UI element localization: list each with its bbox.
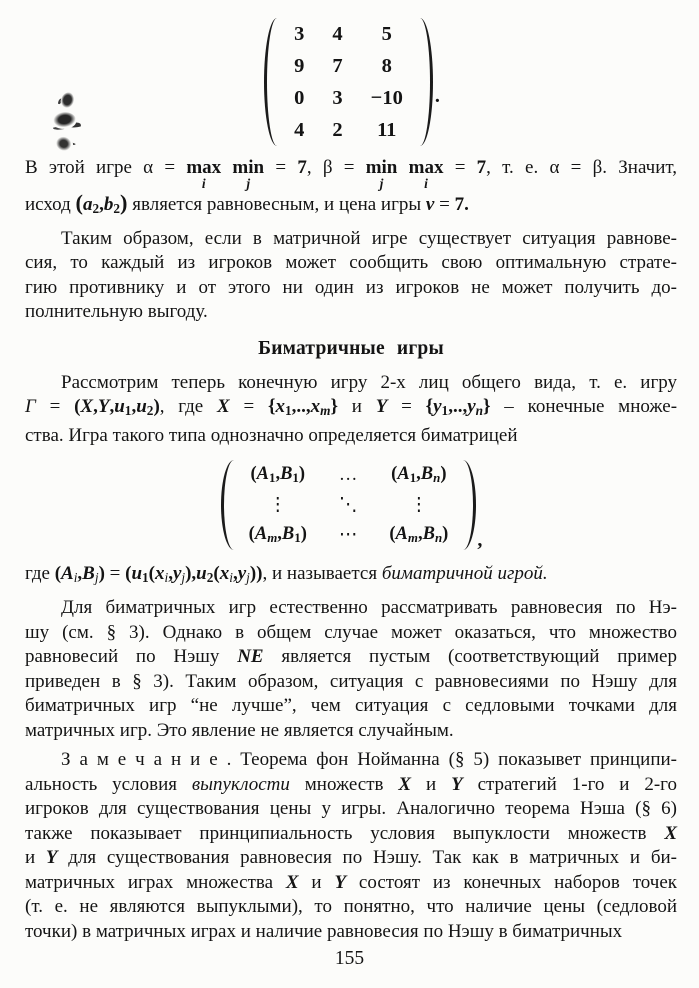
- text-segment: α: [549, 157, 560, 178]
- text-segment: альность условия: [25, 773, 192, 795]
- math-operator-limits: min j: [232, 157, 265, 191]
- text-segment: m: [407, 530, 418, 546]
- text-segment: =: [434, 194, 455, 215]
- text-segment: =: [559, 157, 593, 178]
- text-line: [25, 395, 677, 424]
- text-segment: матричных играх множества: [25, 871, 286, 893]
- text-line: [25, 645, 677, 670]
- text-line: [25, 191, 677, 222]
- text-segment: x: [155, 563, 165, 585]
- text-line: биматричных игр “не лучше”, чем ситуация с седловыми точками для: [25, 695, 677, 717]
- matrix-period: .: [434, 84, 440, 107]
- text-segment: 1: [142, 570, 149, 586]
- text-segment: 1: [292, 470, 299, 486]
- matrix-cell: [389, 524, 448, 546]
- text-segment: ,..,: [291, 396, 311, 418]
- text-segment: ,: [232, 563, 238, 585]
- text-segment: =: [332, 157, 366, 178]
- text-segment: и: [298, 871, 335, 893]
- paragraph-bimatrix-definition: [25, 562, 677, 591]
- text-segment: стратегий 1-го и 2-го: [462, 773, 677, 795]
- matrix-cell: ⋱: [338, 495, 358, 516]
- matrix-cell: ⋮: [268, 495, 288, 516]
- text-segment: ,: [93, 396, 98, 418]
- text-segment: Y: [451, 773, 463, 795]
- text-segment: 1: [284, 403, 292, 419]
- matrix-cell: …: [338, 464, 358, 485]
- text-segment: где: [25, 563, 55, 585]
- text-segment: x: [310, 396, 321, 418]
- text-segment: B: [280, 464, 293, 485]
- text-segment: Γ: [25, 396, 36, 418]
- text-segment: X: [398, 773, 412, 795]
- text-segment: X: [217, 396, 230, 418]
- text-segment: ,: [416, 464, 421, 485]
- text-segment: {: [267, 396, 276, 418]
- text-line: [25, 871, 677, 896]
- paragraph-bimatrix-intro: [25, 371, 677, 449]
- text-line: [25, 773, 677, 798]
- text-line: сия, то каждый из игроков может сообщить свою оптимальную страте-: [25, 252, 677, 274]
- text-segment: Y: [375, 396, 388, 418]
- text-segment: является пустым (соответствующий пример: [263, 646, 677, 668]
- text-segment: B: [281, 524, 295, 545]
- bimatrix: [25, 460, 677, 550]
- text-segment: и: [337, 396, 376, 418]
- text-segment: ,: [131, 396, 137, 418]
- paragraph-remark: [25, 748, 677, 944]
- matrix-cell: 11: [377, 118, 397, 141]
- matrix-cell: 9: [294, 54, 305, 77]
- text-segment: (: [74, 396, 81, 418]
- text-segment: }: [330, 396, 338, 418]
- page-number: 155: [334, 948, 365, 969]
- text-segment: ): [120, 190, 128, 215]
- matrix-cell: [249, 524, 307, 546]
- text-segment: u: [131, 563, 143, 585]
- text-segment: ): [153, 396, 160, 418]
- matrix-cell: 4: [294, 118, 305, 141]
- text-segment: i: [73, 570, 78, 586]
- text-line: игроков для существования цены у игры. Аналогично теорема Нэша (§ 6): [25, 798, 677, 820]
- text-segment: выпуклости: [191, 773, 290, 795]
- text-segment: 1: [294, 530, 301, 546]
- left-paren: [221, 460, 237, 550]
- matrix-cell: 4: [332, 22, 343, 45]
- paragraph-game-value: [25, 156, 677, 222]
- text-segment: – конечные множе-: [490, 396, 678, 418]
- text-segment: (: [250, 464, 257, 485]
- text-segment: Y: [334, 871, 347, 893]
- text-segment: для существования равновесия по Нэшу. Так как в матричных и би-: [57, 847, 677, 869]
- section-heading: Биматричные игры: [258, 337, 444, 359]
- text-line: приведен в § 3). Таким образом, ситуация с равновесиями по Нэшу для: [25, 670, 677, 692]
- text-segment: (: [148, 563, 155, 585]
- text-segment: ,: [99, 194, 104, 215]
- text-segment: также показывает принципиальность условия выпуклости множеств: [25, 822, 665, 844]
- text-line: гию противнику и от этого ни один из игроков не может получить до-: [25, 276, 677, 298]
- math-operator-limits: min j: [365, 157, 398, 191]
- math-operator-limits: max i: [186, 157, 222, 191]
- text-segment: {: [425, 396, 434, 418]
- text-segment: ): [98, 563, 105, 585]
- matrix-cell: 0: [294, 86, 305, 109]
- text-segment: X: [664, 822, 677, 844]
- text-segment: ),: [185, 563, 197, 585]
- text-segment: множеств: [289, 773, 399, 795]
- text-segment: a: [82, 194, 93, 215]
- paragraph-equilibrium-conclusion: [25, 227, 677, 325]
- text-segment: (: [391, 464, 398, 485]
- text-segment: [397, 157, 408, 178]
- matrix-cell: −10: [370, 86, 403, 109]
- text-segment: Y: [45, 847, 58, 869]
- text-segment: y: [433, 396, 442, 418]
- text-line: Для биматричных игр естественно рассматривать равновесия по Нэ-: [61, 597, 677, 619]
- payoff-matrix-values: [280, 18, 417, 146]
- text-line: (т. е. не являются выпуклыми), то понятно, что наличие цены (седловой: [25, 896, 677, 918]
- text-line: [25, 846, 677, 871]
- text-segment: =: [153, 157, 187, 178]
- text-segment: [221, 157, 232, 178]
- text-segment: ): [440, 464, 447, 485]
- text-line: матричных игр. Это явление не является случайным.: [25, 719, 454, 741]
- text-segment: =: [35, 396, 75, 418]
- text-segment: ,: [417, 524, 423, 545]
- text-segment: B: [422, 524, 435, 545]
- text-segment: 2: [206, 570, 214, 586]
- left-paren: [264, 18, 280, 146]
- text-segment: равновесий по Нэшу: [25, 646, 238, 668]
- text-segment: 7: [297, 157, 307, 178]
- text-segment: В этой игре: [25, 157, 144, 178]
- text-segment: ,: [275, 464, 281, 485]
- bimatrix-values: [237, 460, 461, 550]
- text-segment: B: [420, 464, 434, 485]
- matrix-cell: 3: [332, 86, 343, 109]
- text-segment: m: [320, 403, 331, 419]
- text-segment: 2: [146, 403, 154, 419]
- paragraph-nash-equilibria: [25, 596, 677, 743]
- text-segment: y: [467, 396, 476, 418]
- text-segment: X: [80, 396, 94, 418]
- text-line: точки) в матричных играх и наличие равновесия по Нэшу в биматричных: [25, 920, 623, 942]
- matrix-cell: [250, 464, 305, 486]
- text-segment: ,: [77, 563, 83, 585]
- text-segment: x: [219, 563, 230, 585]
- text-segment: ,: [306, 157, 323, 178]
- text-segment: NE: [237, 646, 264, 668]
- text-segment: u: [136, 396, 147, 418]
- text-segment: ): [300, 524, 307, 545]
- text-segment: =: [443, 157, 477, 178]
- text-line: [25, 822, 677, 847]
- text-segment: ,: [109, 396, 115, 418]
- text-segment: j: [181, 570, 186, 586]
- matrix-cell: 5: [381, 22, 392, 45]
- text-segment: β: [322, 157, 333, 178]
- math-operator-limits: max i: [408, 157, 444, 191]
- text-line: З а м е ч а н и е . Теорема фон Нойманна (§ 5) показывет принципи-: [61, 749, 677, 771]
- text-segment: n: [434, 530, 443, 546]
- text-segment: является равновесным, и цена игры: [127, 194, 426, 215]
- text-segment: =: [229, 396, 268, 418]
- text-segment: (: [54, 563, 62, 585]
- text-segment: (: [125, 563, 132, 585]
- text-line: Рассмотрим теперь конечную игру 2-х лиц общего вида, т. е. игру: [61, 371, 677, 393]
- text-segment: B: [82, 563, 95, 585]
- text-segment: (: [389, 524, 396, 545]
- text-segment: j: [94, 570, 99, 586]
- right-paren: [460, 460, 476, 550]
- text-segment: A: [254, 524, 268, 545]
- text-segment: ): [298, 464, 306, 485]
- payoff-matrix: [25, 18, 677, 146]
- text-segment: исход: [25, 194, 76, 215]
- text-segment: =: [387, 396, 426, 418]
- text-segment: ,: [168, 563, 173, 585]
- text-segment: i: [229, 570, 233, 586]
- text-segment: 7.: [454, 194, 469, 215]
- text-segment: u: [196, 563, 207, 585]
- text-segment: n: [433, 470, 441, 486]
- text-segment: β: [592, 157, 603, 178]
- text-segment: и: [411, 773, 452, 795]
- text-line: [25, 562, 677, 591]
- text-segment: v: [425, 194, 435, 215]
- text-segment: A: [256, 464, 269, 485]
- text-line: полнительную выгоду.: [25, 301, 208, 323]
- matrix-comma: ,: [477, 529, 483, 552]
- text-segment: b: [103, 194, 114, 215]
- text-segment: Y: [97, 396, 110, 418]
- text-segment: (: [75, 190, 83, 215]
- text-segment: =: [264, 157, 298, 178]
- text-segment: 1: [268, 470, 276, 486]
- matrix-cell: ⋯: [338, 525, 358, 546]
- text-segment: 2: [92, 201, 100, 217]
- text-segment: j: [246, 570, 250, 586]
- text-segment: , и называется: [262, 563, 382, 585]
- matrix-cell: 8: [381, 54, 392, 77]
- text-segment: , где: [159, 396, 218, 418]
- text-segment: )): [249, 563, 263, 585]
- text-segment: y: [172, 563, 182, 585]
- text-line: ства. Игра такого типа однозначно определяется биматрицей: [25, 424, 518, 446]
- text-segment: состоят из конечных наборов точек: [346, 871, 678, 893]
- text-line: [25, 156, 677, 191]
- right-paren: [417, 18, 433, 146]
- text-segment: A: [397, 464, 410, 485]
- matrix-cell: 3: [294, 22, 305, 45]
- matrix-cell: [391, 464, 446, 486]
- text-segment: A: [395, 524, 408, 545]
- text-segment: 2: [113, 201, 121, 217]
- text-segment: . Значит,: [602, 157, 677, 178]
- text-segment: x: [275, 396, 285, 418]
- text-segment: α: [143, 157, 154, 178]
- text-segment: n: [475, 403, 484, 419]
- text-segment: u: [114, 396, 125, 418]
- text-segment: A: [61, 563, 74, 585]
- text-segment: m: [267, 530, 278, 546]
- text-segment: (: [213, 563, 220, 585]
- text-segment: =: [104, 563, 126, 585]
- text-line: Таким образом, если в матричной игре существует ситуация равнове-: [61, 227, 677, 249]
- text-segment: y: [237, 563, 247, 585]
- matrix-cell: 7: [332, 54, 343, 77]
- text-segment: и: [25, 847, 46, 869]
- text-segment: 7: [476, 157, 487, 178]
- text-segment: (: [248, 524, 255, 545]
- text-segment: 1: [441, 403, 449, 419]
- text-segment: ): [442, 524, 449, 545]
- text-segment: }: [483, 396, 491, 418]
- text-segment: 1: [124, 403, 132, 419]
- matrix-cell: ⋮: [409, 495, 429, 516]
- text-segment: i: [164, 570, 169, 586]
- text-segment: ,: [277, 524, 282, 545]
- text-segment: ,..,: [448, 396, 468, 418]
- text-line: шу (см. § 3). Однако в общем случае может оказаться, что множество: [25, 621, 677, 643]
- matrix-cell: 2: [332, 118, 343, 141]
- text-segment: биматричной игрой.: [381, 563, 548, 585]
- text-segment: , т. е.: [486, 157, 550, 178]
- text-segment: 1: [409, 470, 417, 486]
- text-segment: X: [285, 871, 299, 893]
